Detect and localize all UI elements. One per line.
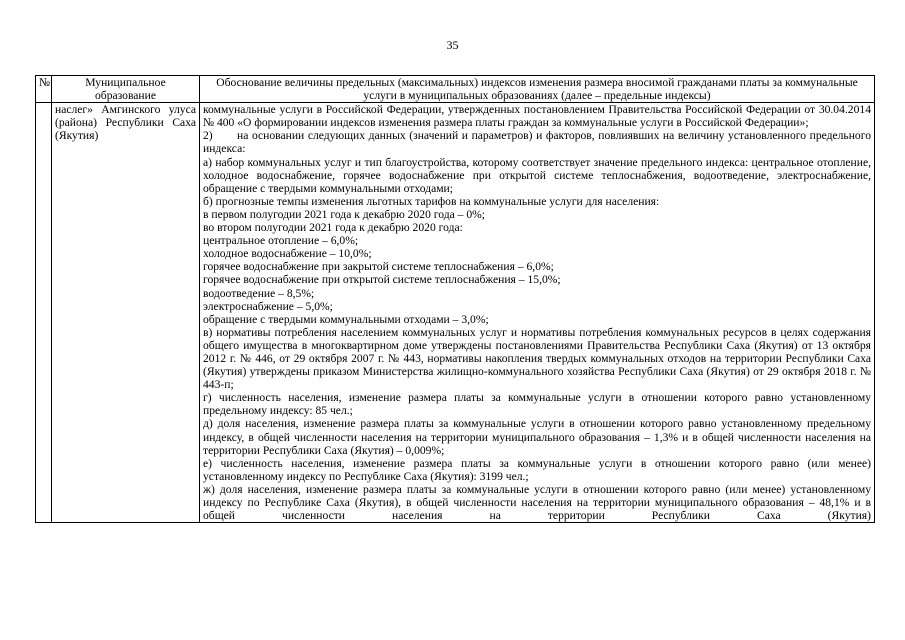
paragraph-item-e: е) численность населения, изменение размера платы за коммунальные услуги в отношении которого равно (или менее) установленному индексу по Республике Саха (Якутия): 3199 чел.;	[203, 456, 871, 483]
paragraph-item-d: д) доля населения, изменение размера платы за коммунальные услуги в отношении которого равно установленному предельному индексу, в общей численности населения на территории муниципального образования – 1,3% и в общей численности населения на территории Республики Саха (Якутия) – 0,009%;	[203, 417, 871, 457]
item-2-text: на основании следующих данных (значений и параметров) и факторов, повлиявших на величину установленного предельного индекса:	[203, 129, 871, 156]
paragraph-item-zh: ж) доля населения, изменение размера платы за коммунальные услуги в отношении которого равно (или менее) установленному индексу по Республике Саха (Якутия), в общей численности населения на территории муниципального образования – 48,1% и в общей численности населения на территории Республики Саха (Якутия)	[203, 482, 871, 523]
paragraph-hot-water-closed: горячее водоснабжение при закрытой системе теплоснабжения – 6,0%;	[203, 260, 554, 274]
table-row	[36, 103, 875, 523]
paragraph-electricity: электроснабжение – 5,0%;	[203, 299, 333, 313]
header-number: №	[36, 76, 52, 103]
row-municipality: наслег» Амгинского улуса (района) Республики Саха (Якутия)	[52, 103, 200, 523]
paragraph-continuation: коммунальные услуги в Российской Федерации, утвержденных постановлением Правительства Российской Федерации от 30.04.2014 № 400 «О формировании индексов изменения размера платы граждан за коммунальные услуги в Российской Федерации»;	[203, 103, 871, 130]
paragraph-item-g: г) численность населения, изменение размера платы за коммунальные услуги в отношении которого равно установленному предельному индексу: 85 чел.;	[203, 391, 871, 418]
paragraph-second-half: во втором полугодии 2021 года к декабрю 2020 года:	[203, 221, 463, 235]
paragraph-hot-water-open: горячее водоснабжение при открытой системе теплоснабжения – 15,0%;	[203, 273, 561, 287]
paragraph-heating: центральное отопление – 6,0%;	[203, 234, 359, 248]
header-justification: Обоснование величины предельных (максимальных) индексов изменения размера вносимой гражданами платы за коммунальные услуги в муниципальных образованиях (далее – предельные индексы)	[200, 76, 875, 103]
paragraph-item-b: б) прогнозные темпы изменения льготных тарифов на коммунальные услуги для населения:	[203, 194, 660, 208]
paragraph-item-a: а) набор коммунальных услуг и тип благоустройства, которому соответствует значение предельного индекса: центральное отопление, холодное водоснабжение, горячее водоснабжение при открытой системе теплоснабжения, водоотведение, электроснабжение, обращение с твердыми коммунальными отходами;	[203, 155, 871, 195]
item-2-marker: 2)	[203, 129, 213, 143]
paragraph-waste: обращение с твердыми коммунальными отходами – 3,0%;	[203, 312, 489, 326]
paragraph-first-half: в первом полугодии 2021 года к декабрю 2020 года – 0%;	[203, 207, 486, 221]
page-number: 35	[446, 38, 459, 52]
paragraph-sewerage: водоотведение – 8,5%;	[203, 286, 315, 300]
paragraph-item-v: в) нормативы потребления населением коммунальных услуг и нормативы потребления коммунальных ресурсов в целях содержания общего имущества в многоквартирном доме утверждены постановлениями Правительства Республики Саха (Якутия) от 13 октября 2012 г. № 446, от 29 октября 2007 г. № 443, нормативы накопления твердых коммунальных отходов на территории Республики Саха (Якутия) утверждены приказом Министерства жилищно-коммунального хозяйства Республики Саха (Якутия) от 29 октября 2018 г. № 443-п;	[203, 325, 871, 392]
paragraph-cold-water: холодное водоснабжение – 10,0%;	[203, 247, 372, 261]
table-header-row	[36, 76, 875, 103]
row-number	[36, 103, 52, 523]
header-municipality: Муниципальное образование	[52, 76, 200, 103]
indices-table	[35, 75, 875, 523]
row-justification	[200, 103, 875, 523]
paragraph-item-2	[203, 129, 871, 155]
